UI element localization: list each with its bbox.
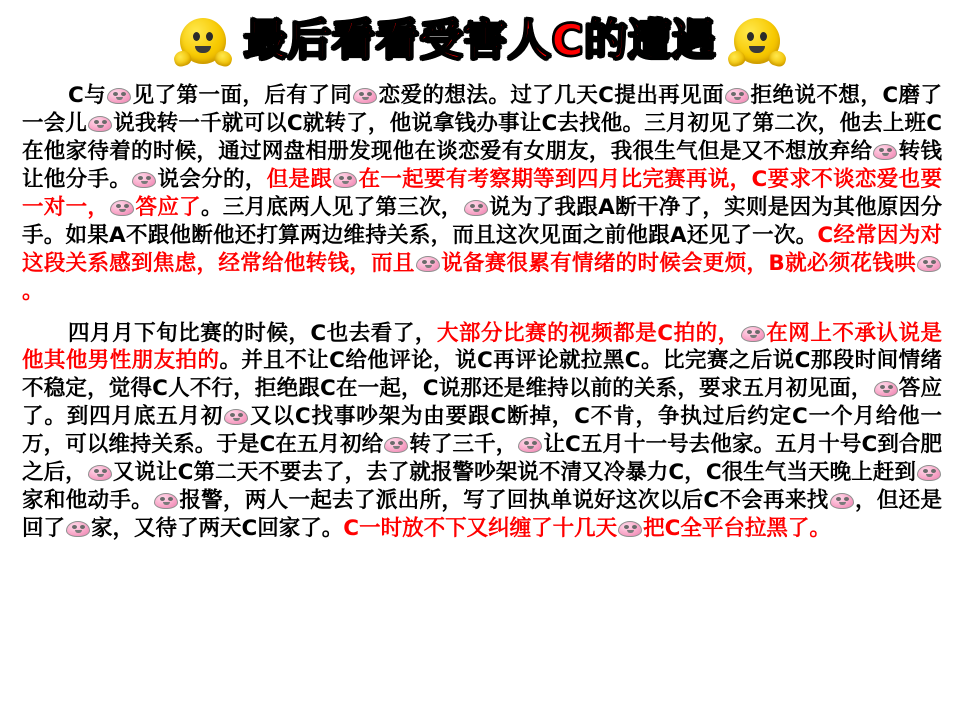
pink-blob-emoji	[917, 255, 941, 272]
text-run: 报警，两人一起去了派出所，写了回执单说好这次以后C不会再来找	[179, 488, 829, 514]
text-run: 恋爱的想法。过了几天C提出再见面	[378, 83, 725, 108]
pink-blob-emoji	[333, 171, 357, 188]
text-run: 说会分的，	[157, 166, 267, 192]
text-run: 但是跟	[266, 166, 333, 192]
text-run: 。并且不让C给他评论，说C再评论就拉黑C。比完赛之后说C那段时间情绪不稳定，觉得C人不行，拒绝跟C在一起，C说那还是维持以前的关系，要求五月初见面，	[22, 348, 942, 402]
text-run: 见了第一面，后有了同	[132, 83, 353, 108]
pink-blob-emoji	[618, 520, 642, 537]
paragraph-2	[22, 320, 942, 544]
text-run: 在一起要有考察期等到四月比完赛再说，C要求不谈恋爱也要一对一，	[22, 166, 942, 220]
text-run: 。三月底两人见了第三次，	[201, 194, 463, 220]
pink-blob-emoji	[107, 87, 131, 104]
pink-blob-emoji	[917, 464, 941, 481]
text-run: C与	[68, 83, 107, 108]
smiley-face-emoji	[734, 18, 780, 64]
pink-blob-emoji	[518, 436, 542, 453]
pink-blob-emoji	[224, 408, 248, 425]
text-run: 让C五月十一号去他家。五月十号C到合肥之后，	[22, 432, 943, 486]
pink-blob-emoji	[873, 143, 897, 160]
text-run: 把C全平台拉黑了。	[643, 516, 831, 542]
text-run: 拒绝说不想，C磨了一会儿	[22, 83, 943, 136]
pink-blob-emoji	[725, 87, 749, 104]
pink-blob-emoji	[416, 255, 440, 272]
pink-blob-emoji	[88, 115, 112, 132]
text-run: 。	[22, 278, 44, 304]
pink-blob-emoji	[66, 520, 90, 537]
pink-blob-emoji	[88, 464, 112, 481]
text-run: 转钱让他分手。	[22, 138, 942, 192]
text-run: 说为了我跟A断干净了，实则是因为其他原因分手。如果A不跟他断他还打算两边维持关系，而且这次见面之前他跟A还见了一次。	[22, 194, 942, 248]
pink-blob-emoji	[464, 199, 488, 216]
text-run: 说备赛很累有情绪的时候会更烦，B就必须花钱哄	[440, 250, 917, 276]
pink-blob-emoji	[830, 492, 854, 509]
pink-blob-emoji	[110, 199, 134, 216]
text-run: 大部分比赛的视频都是C拍的，	[436, 320, 740, 346]
text-run: 家，又待了两天C回家了。	[91, 516, 344, 542]
smiley-face-emoji	[180, 18, 226, 64]
pink-blob-emoji	[353, 87, 377, 104]
pink-blob-emoji	[154, 492, 178, 509]
pink-blob-emoji	[741, 325, 765, 342]
text-run: 答应了	[135, 194, 201, 220]
slide-title-row	[0, 0, 960, 76]
pink-blob-emoji	[132, 171, 156, 188]
text-run: ，但还是回了	[22, 488, 942, 542]
pink-blob-emoji	[384, 436, 408, 453]
text-run: 在网上不承认说是他其他男性朋友拍的	[22, 320, 942, 374]
text-run: 又说让C第二天不要去了，去了就报警吵架说不清又冷暴力C，C很生气当天晚上赶到	[112, 460, 916, 486]
paragraph-1	[22, 82, 942, 306]
text-run: 家和他动手。	[22, 488, 154, 514]
page-title: 最后看看受害人C的遭遇	[243, 15, 717, 66]
text-run: 说我转一千就可以C就转了，他说拿钱办事让C去找他。三月初见了第二次，他去上班C在他家待着的时候，通过网盘相册发现他在谈恋爱有女朋友，我很生气但是又不想放弃给	[22, 110, 942, 164]
text-run: 四月月下旬比赛的时候，C也去看了，	[68, 320, 437, 346]
text-run: 答应了。到四月底五月初	[22, 376, 942, 430]
slide-body	[0, 76, 960, 543]
text-run: C一时放不下又纠缠了十几天	[343, 516, 618, 542]
text-run: C经常因为对这段关系感到焦虑，经常给他转钱，而且	[22, 222, 942, 276]
text-run: 转了三千，	[409, 432, 518, 458]
text-run: 又以C找事吵架为由要跟C断掉，C不肯，争执过后约定C一个月给他一万，可以维持关系。于是C在五月初给	[22, 404, 942, 458]
pink-blob-emoji	[874, 380, 898, 397]
